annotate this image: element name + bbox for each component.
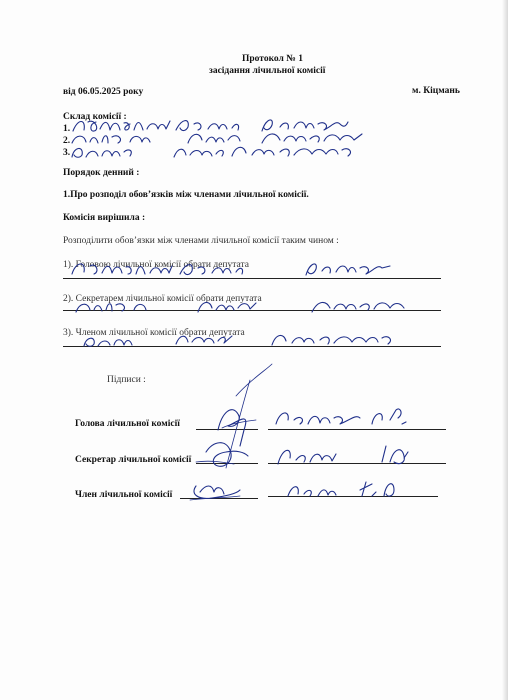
composition-number-3: 3. (63, 148, 71, 158)
decision-intro: Розподілити обов’язки між членами лічильної комісії таким чином : (63, 236, 339, 246)
head-name-line (268, 429, 446, 430)
decision-point-2: 2). Секретарем лічильної комісії обрати депутата (63, 294, 262, 304)
secretary-name-line (268, 463, 446, 464)
point-2-underline (63, 310, 441, 311)
decision-point-1: 1). Головою лічильної комісії обрати депутата (63, 260, 249, 270)
secretary-label: Секретар лічильної комісії (75, 455, 192, 465)
document-subtitle: засідання лічильної комісії (209, 66, 326, 76)
head-label: Голова лічильної комісії (75, 419, 180, 429)
scan-edge-shadow (502, 0, 508, 700)
signatures-heading: Підписи : (107, 375, 146, 385)
decision-heading: Комісія вирішила : (63, 213, 146, 223)
secretary-signature (196, 380, 408, 468)
member-name-line (268, 496, 438, 497)
point-3-underline (63, 346, 441, 347)
meeting-place: м. Кіцмань (412, 86, 460, 96)
decision-point-3: 3). Членом лічильної комісії обрати депутата (63, 328, 245, 338)
handwritten-name-3 (72, 147, 350, 157)
member-label: Член лічильної комісії (75, 490, 173, 500)
secretary-signature-line (196, 463, 258, 464)
composition-heading: Склад комісії : (63, 112, 127, 122)
point-1-underline (63, 278, 441, 279)
composition-number-1: 1. (63, 124, 71, 134)
head-signature (218, 364, 406, 446)
agenda-item-1: 1.Про розподіл обов’язків між членами лічильної комісії. (63, 190, 309, 200)
document-title: Протокол № 1 (242, 54, 303, 64)
agenda-heading: Порядок денний : (63, 168, 140, 178)
member-signature-line (180, 498, 258, 499)
meeting-date: від 06.05.2025 року (63, 87, 144, 97)
head-signature-line (196, 429, 258, 430)
composition-number-2: 2. (63, 136, 71, 146)
handwritten-name-2 (72, 134, 362, 143)
